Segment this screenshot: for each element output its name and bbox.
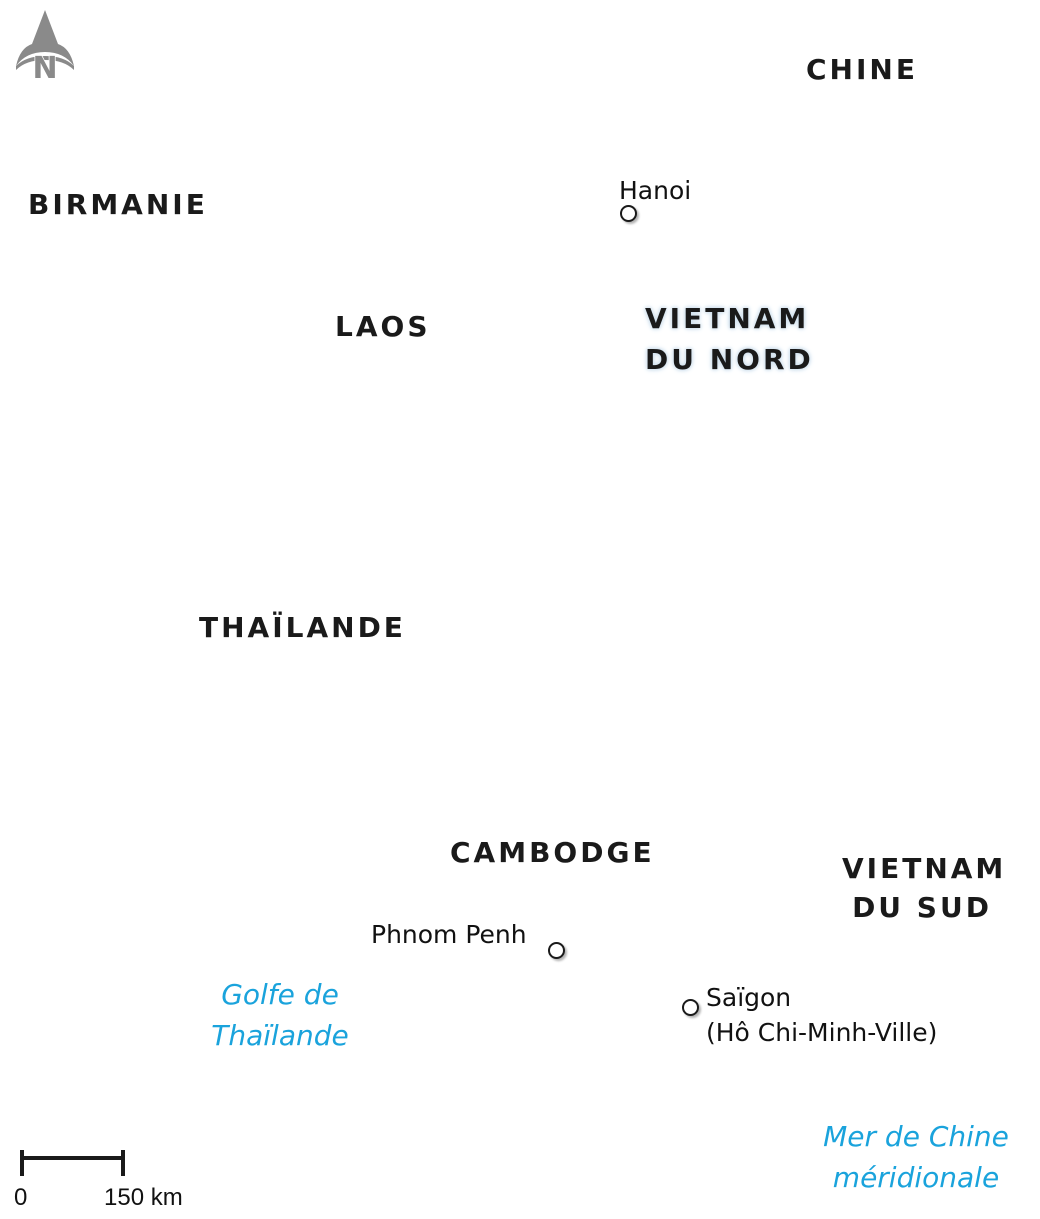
water-label-mer-de-chine	[806, 1117, 1026, 1198]
water-label-mer-line2: méridionale	[832, 1160, 1000, 1194]
water-label-mer-line1: Mer de Chine	[823, 1120, 1009, 1153]
scale-bar	[18, 1148, 130, 1178]
city-label-saigon	[706, 981, 937, 1050]
label-vietnam-du-nord-line2: DU NORD	[645, 342, 814, 376]
water-label-golfe-de-thailande	[180, 975, 380, 1056]
north-arrow-letter: N	[32, 51, 58, 84]
city-label-phnom-penh: Phnom Penh	[371, 920, 527, 949]
north-arrow-icon	[10, 8, 80, 84]
scale-label-end: 150 km	[104, 1184, 183, 1211]
city-marker-hanoi	[620, 205, 637, 222]
label-vietnam-du-sud	[842, 849, 1007, 927]
label-birmanie: BIRMANIE	[28, 188, 208, 221]
label-vietnam-du-sud-line1: VIETNAM	[842, 852, 1007, 885]
label-cambodge: CAMBODGE	[450, 836, 655, 869]
city-label-saigon-line1: Saïgon	[706, 983, 792, 1012]
water-label-golfe-line2: Thaïlande	[211, 1018, 349, 1052]
water-label-golfe-line1: Golfe de	[221, 978, 339, 1011]
city-label-hanoi: Hanoi	[619, 176, 692, 205]
label-chine: CHINE	[806, 53, 918, 86]
label-laos: LAOS	[335, 310, 431, 343]
city-marker-phnom-penh	[548, 942, 565, 959]
label-vietnam-du-nord-line1: VIETNAM	[645, 302, 810, 335]
city-label-saigon-line2: (Hô Chi-Minh-Ville)	[706, 1017, 938, 1047]
scale-label-start: 0	[14, 1184, 28, 1211]
label-vietnam-du-nord	[645, 299, 814, 380]
label-vietnam-du-sud-line2: DU SUD	[852, 891, 992, 925]
city-marker-saigon	[682, 999, 699, 1016]
label-thailande: THAÏLANDE	[199, 611, 406, 644]
